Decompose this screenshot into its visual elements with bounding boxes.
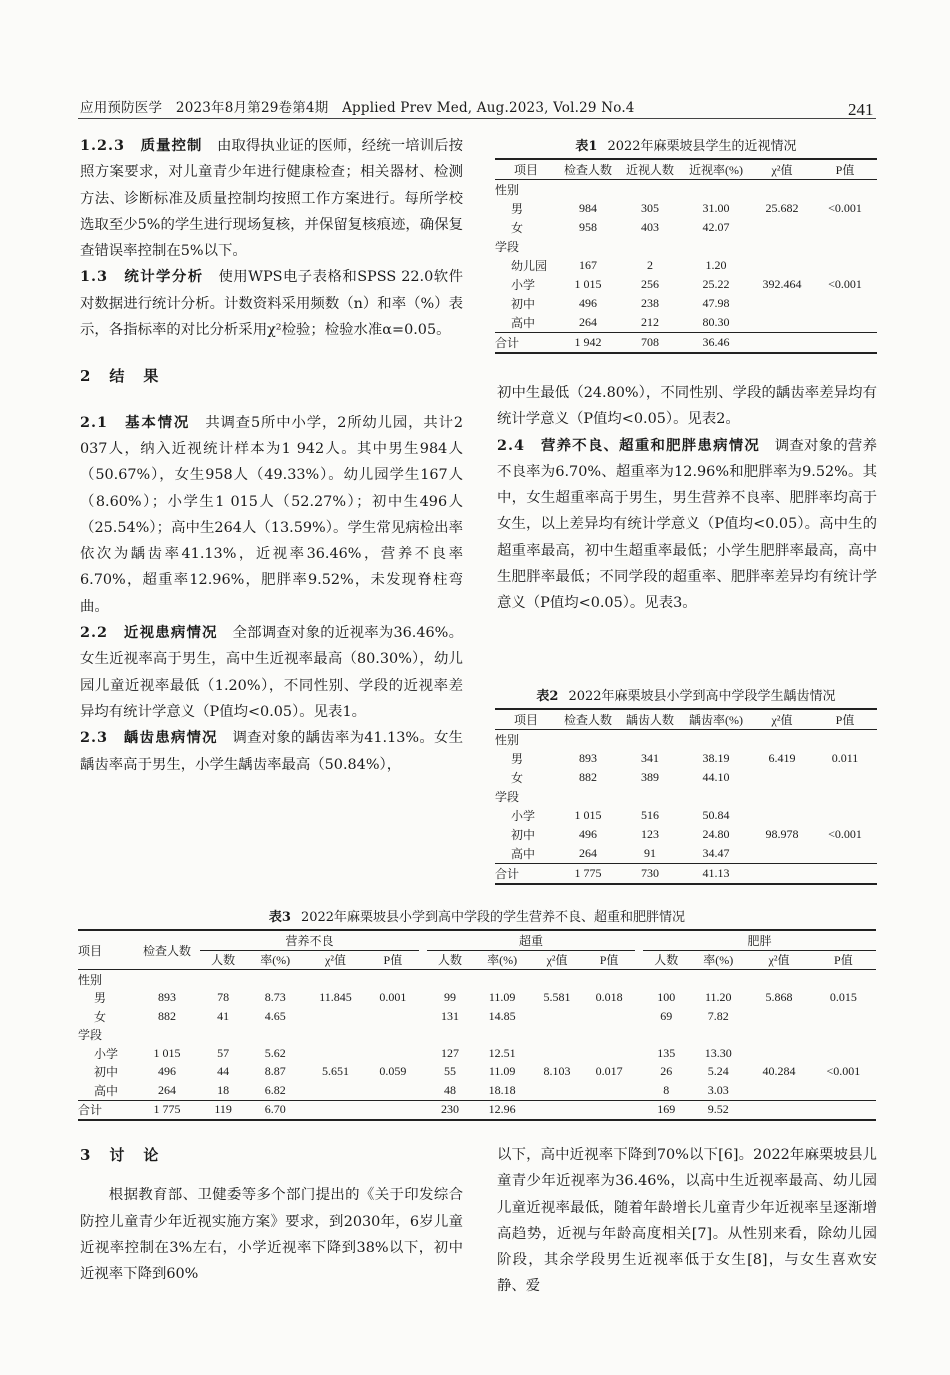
table-cell: 0.059: [379, 1064, 407, 1079]
table1: [495, 158, 877, 354]
table-cell: 1 775: [153, 1102, 181, 1117]
table-cell: 初中: [94, 1065, 119, 1080]
table-cell: <0.001: [828, 827, 862, 841]
table-cell: 18: [217, 1082, 230, 1097]
table-row: [495, 825, 877, 844]
table-row: [78, 989, 876, 1008]
table-cell: 98.978: [765, 827, 799, 841]
group-header: 营养不良: [200, 930, 419, 950]
table-cell: 36.46: [702, 335, 730, 349]
table-cell: <0.001: [828, 277, 862, 291]
sub-header: P值: [834, 953, 853, 968]
col-header: 项目: [513, 163, 538, 177]
table-row: [78, 1081, 876, 1100]
col-header: 龋齿人数: [625, 713, 674, 727]
table-cell: 24.80: [702, 827, 730, 841]
table-cell: 1 015: [574, 277, 602, 291]
table-cell: 389: [641, 770, 659, 784]
table-cell: 11.20: [704, 990, 732, 1005]
table-cell: [367, 1081, 419, 1100]
sub-header: P值: [383, 953, 403, 968]
table-cell: 496: [579, 296, 597, 310]
table2: [495, 708, 877, 885]
spacer: [419, 950, 427, 970]
table-cell: 8.73: [264, 990, 286, 1005]
col-header: P值: [835, 163, 855, 177]
group-row: [78, 970, 876, 989]
table-cell: 496: [158, 1064, 176, 1079]
table-cell: 38.19: [702, 751, 730, 765]
table-row: [495, 199, 877, 218]
table2-caption: [495, 685, 877, 704]
table-cell: [747, 1007, 811, 1026]
spacer: [635, 989, 643, 1008]
table-cell: [531, 1007, 583, 1026]
table-row: [495, 218, 877, 237]
section3-left: [80, 1142, 463, 1287]
section-label: 2.2 近视患病情况: [80, 624, 218, 642]
table-row: [495, 806, 877, 825]
para-basic: [80, 410, 463, 620]
table-cell: 高中: [511, 316, 536, 330]
table-cell: 5.651: [321, 1064, 349, 1079]
section-title: 3 讨 论: [80, 1146, 161, 1164]
spacer: [635, 1100, 643, 1120]
table3-caption: [78, 906, 876, 925]
table-row: [78, 1063, 876, 1082]
table-cell: 57: [217, 1045, 230, 1060]
table-cell: 41.13: [702, 866, 730, 880]
table-cell: 50.84: [702, 808, 730, 822]
spacer: [635, 1063, 643, 1082]
spacer: [419, 989, 427, 1008]
table-cell: [751, 256, 813, 275]
table1-block: [495, 135, 877, 354]
table-cell: 13.30: [704, 1045, 732, 1060]
table-cell: 初中: [511, 297, 536, 311]
total-row: [495, 864, 877, 885]
table-cell: 9.52: [707, 1102, 729, 1117]
table-cell: 3.03: [707, 1082, 729, 1097]
table-cell: 0.011: [831, 751, 859, 765]
table-cell: 496: [579, 827, 597, 841]
table-cell: [583, 1044, 635, 1063]
table-title: 2022年麻栗坡县学生的近视情况: [607, 139, 797, 154]
table-cell: 730: [641, 866, 659, 880]
table-cell: 1 015: [153, 1045, 181, 1060]
table-cell: 1 015: [574, 808, 602, 822]
table-cell: [304, 1044, 367, 1063]
table-label: 表3: [268, 910, 291, 925]
table-cell: [751, 333, 813, 354]
table-cell: 男: [94, 991, 107, 1006]
spacer: [635, 1044, 643, 1063]
table-cell: [583, 1100, 635, 1120]
para-quality-control: [80, 133, 463, 264]
para-nutrition: [497, 433, 877, 617]
table-cell: 40.284: [762, 1064, 796, 1079]
table-cell: [531, 1081, 583, 1100]
table-title: 2022年麻栗坡县小学到高中学段学生龋齿情况: [568, 689, 836, 704]
group-label: 学段: [495, 790, 520, 804]
spacer: [419, 1044, 427, 1063]
table-cell: 127: [441, 1045, 460, 1060]
sub-header: 人数: [654, 953, 679, 968]
section-label: 1.3 统计学分析: [80, 268, 204, 286]
col-header: 检查人数: [134, 930, 200, 970]
table-label: 表1: [575, 139, 598, 154]
table-row: [495, 313, 877, 333]
table-cell: 69: [660, 1008, 673, 1023]
table-cell: 44: [217, 1064, 230, 1079]
table-row: [495, 294, 877, 313]
group-label: 性别: [495, 733, 520, 747]
sub-header: χ²值: [325, 953, 346, 968]
table-cell: 893: [579, 751, 597, 765]
table-title: 2022年麻栗坡县小学到高中学段的学生营养不良、超重和肥胖情况: [300, 910, 686, 925]
table-cell: 2: [647, 258, 653, 272]
section-label: 2.3 龋齿患病情况: [80, 729, 218, 747]
table-cell: 1 942: [574, 335, 602, 349]
para-myopia: [80, 620, 463, 725]
table-cell: 18.18: [488, 1082, 516, 1097]
table-cell: 0.001: [379, 990, 407, 1005]
table-cell: [367, 1100, 419, 1120]
table-cell: 893: [158, 990, 176, 1005]
table-cell: 男: [511, 752, 524, 766]
group-header: 超重: [427, 930, 635, 950]
spacer: [419, 1007, 427, 1026]
sub-header: 率(%): [260, 953, 291, 968]
table-cell: 392.464: [762, 277, 802, 291]
table-cell: 6.70: [264, 1102, 286, 1117]
col-header: P值: [835, 713, 855, 727]
table-cell: 1.20: [705, 258, 727, 272]
table-cell: 11.09: [488, 1064, 516, 1079]
table-cell: 264: [158, 1082, 176, 1097]
para-text: 调查对象的营养不良率为6.70%、超重率为12.96%和肥胖率为9.52%。其中，女生超重率高于男生，男生营养不良率、肥胖率均高于女生，以上差异均有统计学意义（P值均<0.05）。高中生的超重率最高，初中生超重率最低；小学生肥胖率最高，高中生肥胖率最低；不同学段的超重率、肥胖率差异均有统计学意义（P值均<0.05）。见表3。: [497, 437, 877, 612]
table-cell: 256: [641, 277, 659, 291]
table-cell: 167: [579, 258, 597, 272]
table-cell: 42.07: [702, 220, 730, 234]
col-header: χ²值: [771, 713, 793, 727]
table-cell: 初中: [511, 828, 536, 842]
left-column: [80, 133, 463, 778]
table1-caption: [495, 135, 877, 154]
group-label: 性别: [495, 183, 520, 197]
table-cell: [813, 864, 877, 885]
table-cell: 78: [217, 990, 230, 1005]
spacer: [635, 1081, 643, 1100]
table-cell: 119: [214, 1102, 232, 1117]
table-cell: [751, 844, 813, 864]
table-cell: 984: [579, 201, 597, 215]
group-row: [495, 730, 877, 750]
journal-header: 应用预防医学 2023年8月第29卷第4期 Applied Prev Med, Aug.2023, Vol.29 No.4: [80, 100, 635, 116]
table-cell: 合计: [495, 336, 520, 350]
table-header-row: [495, 709, 877, 730]
table-cell: 882: [158, 1008, 176, 1023]
table-cell: 合计: [78, 1103, 103, 1118]
table-cell: 100: [657, 990, 676, 1005]
table-cell: 女: [94, 1009, 107, 1024]
total-row: [78, 1100, 876, 1120]
para-caries: [80, 725, 463, 778]
table-cell: 47.98: [702, 296, 730, 310]
table-cell: 小学: [94, 1046, 119, 1061]
para-text: 共调查5所中小学，2所幼儿园，共计2 037人，纳入近视统计样本为1 942人。其中男生984人（50.67%），女生958人（49.33%）。幼儿园学生167人（8.60%）；小学生1 015人（52.27%）；初中生496人（25.54%）；高中生264人（13.59%）。学生常见病检出率依次为龋齿率41.13%，近视率36.46%，营养不良率6.70%，超重率12.96%，肥胖率9.52%，未发现脊柱弯曲。: [80, 414, 463, 615]
sub-header: 率(%): [703, 953, 734, 968]
table-cell: 女: [511, 221, 524, 235]
col-header: 龋齿率(%): [689, 713, 743, 727]
col-header: 检查人数: [563, 713, 612, 727]
col-header: χ²值: [771, 163, 793, 177]
table-row: [495, 768, 877, 787]
table-cell: [813, 218, 877, 237]
col-header: 近视率(%): [689, 163, 743, 177]
table-cell: 230: [441, 1102, 460, 1117]
table3: [78, 929, 876, 1121]
para-text: 调查对象的龋齿率为41.13%。女生龋齿率高于男生，小学生龋齿率最高（50.84%），: [80, 730, 463, 773]
table-cell: [751, 313, 813, 333]
table-cell: 212: [641, 315, 659, 329]
table-cell: [751, 294, 813, 313]
table-cell: 5.868: [765, 990, 793, 1005]
sub-header: χ²值: [768, 953, 790, 968]
table-cell: [811, 1007, 876, 1026]
table-cell: 305: [641, 201, 659, 215]
table-row: [495, 256, 877, 275]
table-row: [78, 1007, 876, 1026]
table-cell: [813, 313, 877, 333]
section-title: 2 结 果: [80, 367, 161, 386]
table-label: 表2: [536, 689, 559, 704]
table-cell: 123: [641, 827, 659, 841]
group-header: 肥胖: [643, 930, 876, 950]
table-cell: [304, 1100, 367, 1120]
table-cell: 11.09: [488, 990, 516, 1005]
table-cell: 169: [657, 1102, 676, 1117]
section3-right: [497, 1142, 877, 1300]
table-cell: 34.47: [702, 846, 730, 860]
table-cell: 958: [579, 220, 597, 234]
section-label: 2.4 营养不良、超重和肥胖患病情况: [497, 436, 761, 454]
table-cell: [747, 1081, 811, 1100]
table-cell: [751, 806, 813, 825]
table-cell: [811, 1100, 876, 1120]
table-cell: 48: [444, 1082, 457, 1097]
table-cell: [751, 864, 813, 885]
table-cell: 91: [644, 846, 656, 860]
table-cell: 0.018: [595, 990, 623, 1005]
table-cell: 小学: [511, 278, 536, 292]
sub-header: P值: [599, 953, 619, 968]
table-cell: 403: [641, 220, 659, 234]
table-cell: 女: [511, 771, 524, 785]
para-text: 全部调查对象的近视率为36.46%。女生近视率高于男生，高中生近视率最高（80.30%），幼儿园儿童近视率最低（1.20%），不同性别、学段的近视率差异均有统计学意义（P值均<0.05）。见表1。: [80, 625, 463, 720]
table-cell: [747, 1044, 811, 1063]
table-cell: 12.96: [488, 1102, 516, 1117]
spacer: [635, 1007, 643, 1026]
para-discussion: 根据教育部、卫健委等多个部门提出的《关于印发综合防控儿童青少年近视实施方案》要求，到2030年，6岁儿童近视率控制在3%左右，小学近视率下降到38%以下，初中近视率下降到60%: [80, 1187, 463, 1283]
table-cell: [583, 1081, 635, 1100]
table-cell: 1 775: [574, 866, 602, 880]
col-header: 项目: [78, 930, 134, 970]
col-header: 项目: [513, 713, 538, 727]
table-cell: 131: [441, 1008, 460, 1023]
table-cell: 25.22: [702, 277, 730, 291]
table-cell: 341: [641, 751, 659, 765]
table-cell: [813, 806, 877, 825]
table-cell: [367, 1044, 419, 1063]
table-cell: [811, 1081, 876, 1100]
table-cell: 264: [579, 846, 597, 860]
table-cell: 6.82: [264, 1082, 286, 1097]
table-cell: 708: [641, 335, 659, 349]
table-cell: <0.001: [828, 201, 862, 215]
table-cell: 99: [444, 990, 457, 1005]
table-cell: 44.10: [702, 770, 730, 784]
para-discussion-cont: 以下，高中近视率下降到70%以下[6]。2022年麻栗坡县儿童青少年近视率为36.46%，以高中生近视率最高、幼儿园儿童近视率最低，随着年龄增长儿童青少年近视率呈逐渐增高趋势，近视与年龄高度相关[7]。从性别来看，除幼儿园阶段，其余学段男生近视率低于女生[8]，与女生喜欢安静、爱: [497, 1147, 877, 1295]
table-cell: [747, 1100, 811, 1120]
table-cell: 8.87: [264, 1064, 286, 1079]
spacer: [419, 1100, 427, 1120]
table-cell: 238: [641, 296, 659, 310]
spacer: [635, 950, 643, 970]
table-header-row: [495, 159, 877, 180]
table-cell: [813, 844, 877, 864]
table-cell: [531, 1044, 583, 1063]
table-cell: 高中: [94, 1083, 119, 1098]
right-column: [497, 380, 877, 617]
table-cell: [583, 1007, 635, 1026]
table-cell: 5.581: [543, 990, 571, 1005]
group-row: [495, 787, 877, 806]
col-header: 近视人数: [625, 163, 674, 177]
table-cell: 882: [579, 770, 597, 784]
para-statistics: [80, 264, 463, 343]
table-header-row: [78, 930, 876, 950]
group-row: [495, 180, 877, 200]
table-cell: [811, 1044, 876, 1063]
spacer: [419, 1063, 427, 1082]
table3-block: [78, 906, 876, 1121]
col-header: 检查人数: [563, 163, 612, 177]
table-cell: [531, 1100, 583, 1120]
table-cell: [367, 1007, 419, 1026]
section-label: 2.1 基本情况: [80, 413, 191, 431]
table-cell: 516: [641, 808, 659, 822]
sub-header: χ²值: [546, 953, 568, 968]
para-caries-cont: 初中生最低（24.80%），不同性别、学段的龋齿率差异均有统计学意义（P值均<0.05）。见表2。: [497, 385, 877, 428]
table-cell: [813, 256, 877, 275]
table-cell: 26: [660, 1064, 673, 1079]
group-label: 学段: [78, 1028, 103, 1043]
table-cell: 12.51: [488, 1045, 516, 1060]
table-cell: <0.001: [826, 1064, 861, 1079]
table-cell: 5.62: [264, 1045, 286, 1060]
sub-header: 人数: [211, 953, 236, 968]
table-row: [78, 1044, 876, 1063]
table-cell: 8: [663, 1082, 670, 1097]
table-cell: 合计: [495, 867, 520, 881]
table-cell: 8.103: [543, 1064, 571, 1079]
table-cell: [813, 333, 877, 354]
table-row: [495, 275, 877, 294]
table-cell: [751, 768, 813, 787]
table-cell: 5.24: [707, 1064, 729, 1079]
table2-block: [495, 685, 877, 885]
table-cell: 31.00: [702, 201, 730, 215]
table-cell: [813, 768, 877, 787]
para-text: 使用WPS电子表格和SPSS 22.0软件对数据进行统计分析。计数资料采用频数（n）和率（%）表示，各指标率的对比分析采用χ²检验；检验水准α=0.05。: [80, 269, 463, 339]
sub-header: 率(%): [487, 953, 518, 968]
table-cell: 7.82: [707, 1008, 729, 1023]
header-rule: [78, 118, 876, 119]
table-cell: 11.845: [319, 990, 352, 1005]
table-cell: 55: [444, 1064, 457, 1079]
section-label: 1.2.3 质量控制: [80, 137, 203, 154]
table-cell: 小学: [511, 809, 536, 823]
group-row: [78, 1026, 876, 1045]
table-cell: [813, 294, 877, 313]
table-cell: [304, 1081, 367, 1100]
spacer: [419, 1081, 427, 1100]
table-cell: 0.015: [829, 990, 857, 1005]
table-cell: 男: [511, 202, 524, 216]
table-cell: 高中: [511, 847, 536, 861]
table-cell: 14.85: [488, 1008, 516, 1023]
table-cell: 0.017: [595, 1064, 623, 1079]
table-cell: 264: [579, 315, 597, 329]
table-cell: 6.419: [768, 751, 796, 765]
table-cell: 25.682: [765, 201, 799, 215]
table-cell: [304, 1007, 367, 1026]
group-row: [495, 237, 877, 256]
sub-header: 人数: [438, 953, 463, 968]
table-cell: 4.65: [264, 1008, 286, 1023]
table-cell: [751, 218, 813, 237]
table-cell: 80.30: [702, 315, 730, 329]
table-row: [495, 844, 877, 864]
table-row: [495, 749, 877, 768]
group-label: 性别: [78, 972, 103, 987]
table-cell: 41: [217, 1008, 230, 1023]
group-label: 学段: [495, 240, 520, 254]
para-text: 由取得执业证的医师，经统一培训后按照方案要求，对儿童青少年进行健康检查；相关器材、检测方法、诊断标准及质量控制均按照工作方案进行。每所学校选取至少5%的学生进行现场复核，并保留复核痕迹，确保复查错误率控制在5%以下。: [80, 138, 463, 260]
table-cell: 幼儿园: [511, 259, 548, 273]
table-cell: 135: [657, 1045, 676, 1060]
total-row: [495, 333, 877, 354]
page-number: 241: [848, 100, 874, 119]
